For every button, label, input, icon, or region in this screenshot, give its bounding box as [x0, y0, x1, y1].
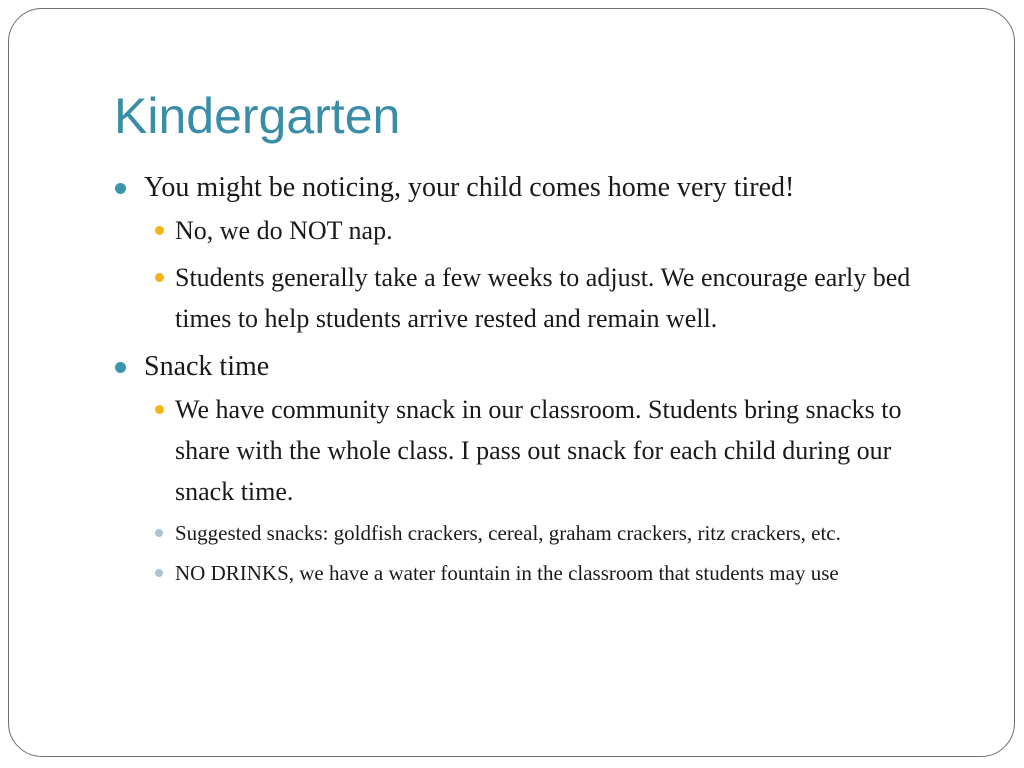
bullet-text: NO DRINKS, we have a water fountain in the classroom that students may use [175, 561, 839, 585]
bullet-adjust [144, 257, 943, 339]
bullet-snack-time [113, 347, 943, 590]
bullet-no-nap [144, 210, 943, 251]
bullet-text: No, we do NOT nap. [175, 216, 393, 245]
slide-content [113, 168, 943, 598]
bullet-tired [113, 168, 943, 339]
bullet-suggested-snacks [144, 516, 943, 550]
bullet-text: Snack time [144, 351, 270, 382]
bullet-dot-icon [155, 529, 163, 537]
bullet-list-level-2 [144, 210, 943, 339]
bullet-dot-icon [115, 183, 126, 194]
bullet-no-drinks [144, 556, 943, 590]
bullet-dot-icon [155, 226, 164, 235]
bullet-text: Students generally take a few weeks to adjust. We encourage early bed times to help students arrive rested and remain well. [175, 263, 911, 333]
bullet-text: Suggested snacks: goldfish crackers, cereal, graham crackers, ritz crackers, etc. [175, 521, 841, 545]
bullet-text: You might be noticing, your child comes home very tired! [144, 172, 795, 203]
bullet-list-level-2 [144, 389, 943, 590]
bullet-dot-icon [115, 362, 126, 373]
bullet-list-level-3 [144, 516, 943, 590]
bullet-list-level-1 [113, 168, 943, 590]
bullet-dot-icon [155, 405, 164, 414]
bullet-dot-icon [155, 273, 164, 282]
bullet-community-snack [144, 389, 943, 590]
bullet-dot-icon [155, 569, 163, 577]
bullet-text: We have community snack in our classroom. Students bring snacks to share with the whole class. I pass out snack for each child during our snack time. [175, 395, 902, 506]
slide-title: Kindergarten [114, 88, 401, 144]
